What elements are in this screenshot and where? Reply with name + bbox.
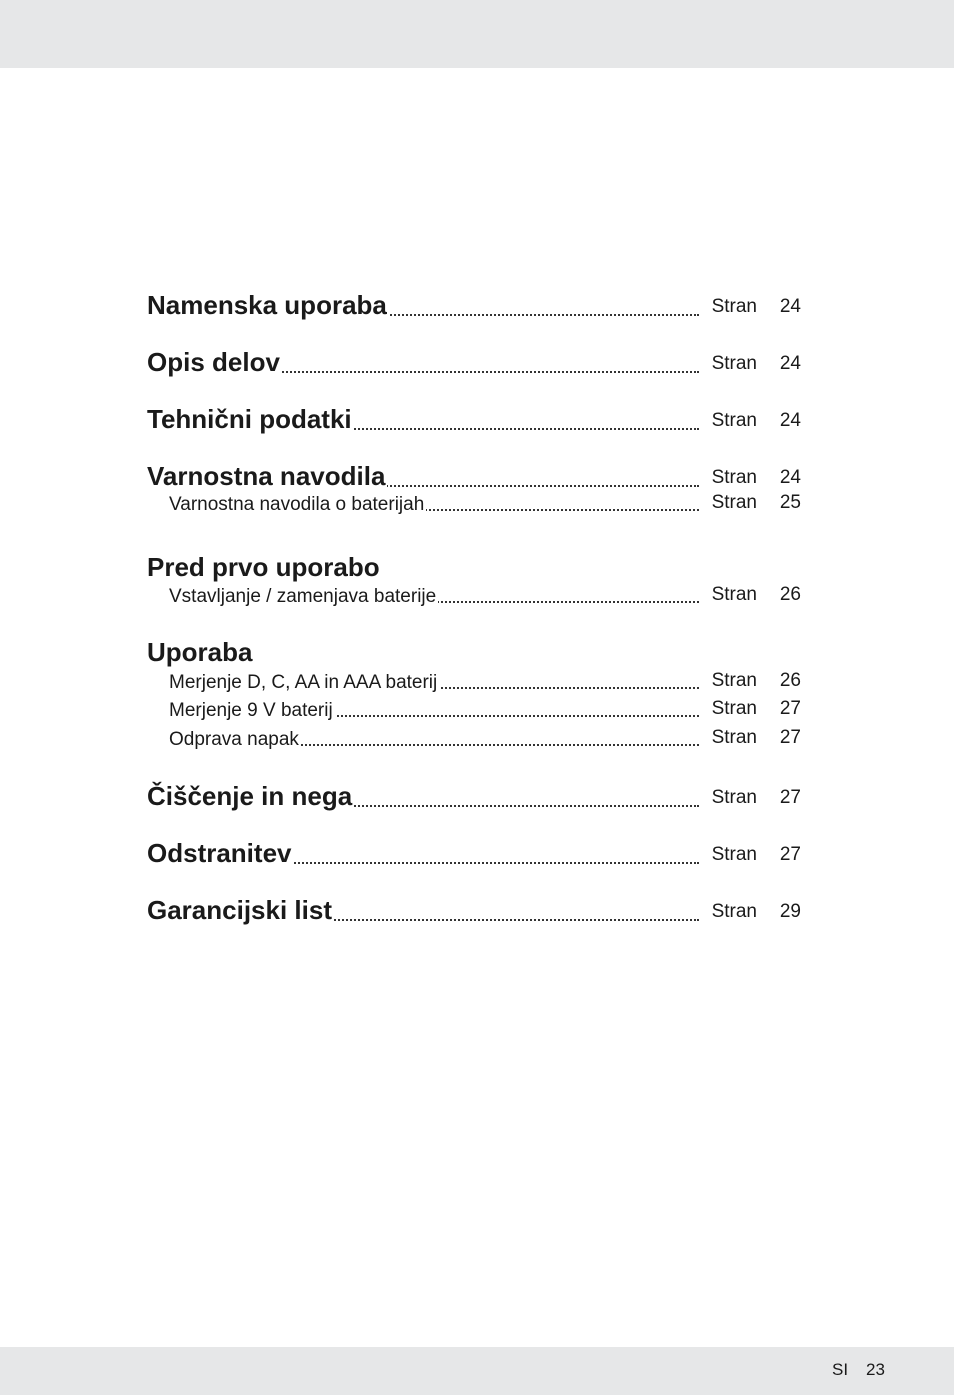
toc-page-number: 24 [779, 353, 801, 374]
toc-page-number: 26 [779, 670, 801, 691]
toc-entry-title: Varnostna navodila [147, 461, 386, 491]
toc-page-number: 26 [779, 584, 801, 605]
toc-subentry[interactable] [169, 583, 801, 611]
toc-entry[interactable] [147, 342, 801, 382]
toc-page-number: 27 [779, 727, 801, 748]
toc-entry[interactable] [147, 833, 801, 873]
toc-page-number: 24 [779, 467, 801, 488]
toc-subentry-title: Merjenje 9 V baterij [169, 700, 333, 721]
toc-page-label: Stran [711, 467, 757, 488]
toc-page-number: 24 [779, 296, 801, 317]
toc-entry[interactable] [147, 285, 801, 325]
toc-page-number: 27 [779, 698, 801, 719]
toc-entry[interactable] [147, 399, 801, 439]
toc-subentry-title: Merjenje D, C, AA in AAA baterij [169, 672, 438, 693]
toc-subentry[interactable] [169, 697, 801, 725]
toc-entry-title: Tehnični podatki [147, 404, 352, 434]
toc-page-label: Stran [711, 901, 757, 922]
toc-subentry-title: Vstavljanje / zamenjava baterije [169, 586, 437, 607]
toc-page-number: 25 [779, 492, 801, 513]
toc-entry[interactable] [147, 456, 801, 496]
toc-page-label: Stran [711, 410, 757, 431]
toc-entry-title: Garancijski list [147, 895, 332, 925]
toc-page-label: Stran [711, 698, 757, 719]
toc-page-number: 29 [779, 901, 801, 922]
toc-page-number: 24 [779, 410, 801, 431]
toc-page-label: Stran [711, 584, 757, 605]
toc-page-label: Stran [711, 844, 757, 865]
footer-page-number: 23 [866, 1360, 885, 1379]
toc-subentry-title: Varnostna navodila o baterijah [169, 494, 425, 515]
footer-band [0, 1347, 954, 1395]
toc-subentry[interactable] [169, 669, 801, 697]
toc-subentry[interactable] [169, 491, 801, 519]
toc-entry-title: Odstranitev [147, 838, 292, 868]
toc-section-heading[interactable]: Uporaba [147, 637, 253, 667]
toc-page-label: Stran [711, 727, 757, 748]
toc-page-number: 27 [779, 844, 801, 865]
header-band [0, 0, 954, 68]
toc-page-label: Stran [711, 353, 757, 374]
toc-entry[interactable] [147, 890, 801, 930]
toc-page-label: Stran [711, 670, 757, 691]
toc-page-label: Stran [711, 492, 757, 513]
toc-page-number: 27 [779, 787, 801, 808]
toc-entry[interactable] [147, 776, 801, 816]
toc-subentry-title: Odprava napak [169, 729, 299, 750]
toc-entry-title: Čiščenje in nega [147, 781, 353, 811]
toc-entry-title: Opis delov [147, 347, 280, 377]
footer-language-code: SI [832, 1360, 849, 1379]
toc-section-heading[interactable]: Pred prvo uporabo [147, 552, 380, 582]
toc-subentry[interactable] [169, 726, 801, 754]
toc-page-label: Stran [711, 296, 757, 317]
toc-entry-title: Namenska uporaba [147, 290, 387, 320]
toc-page-label: Stran [711, 787, 757, 808]
